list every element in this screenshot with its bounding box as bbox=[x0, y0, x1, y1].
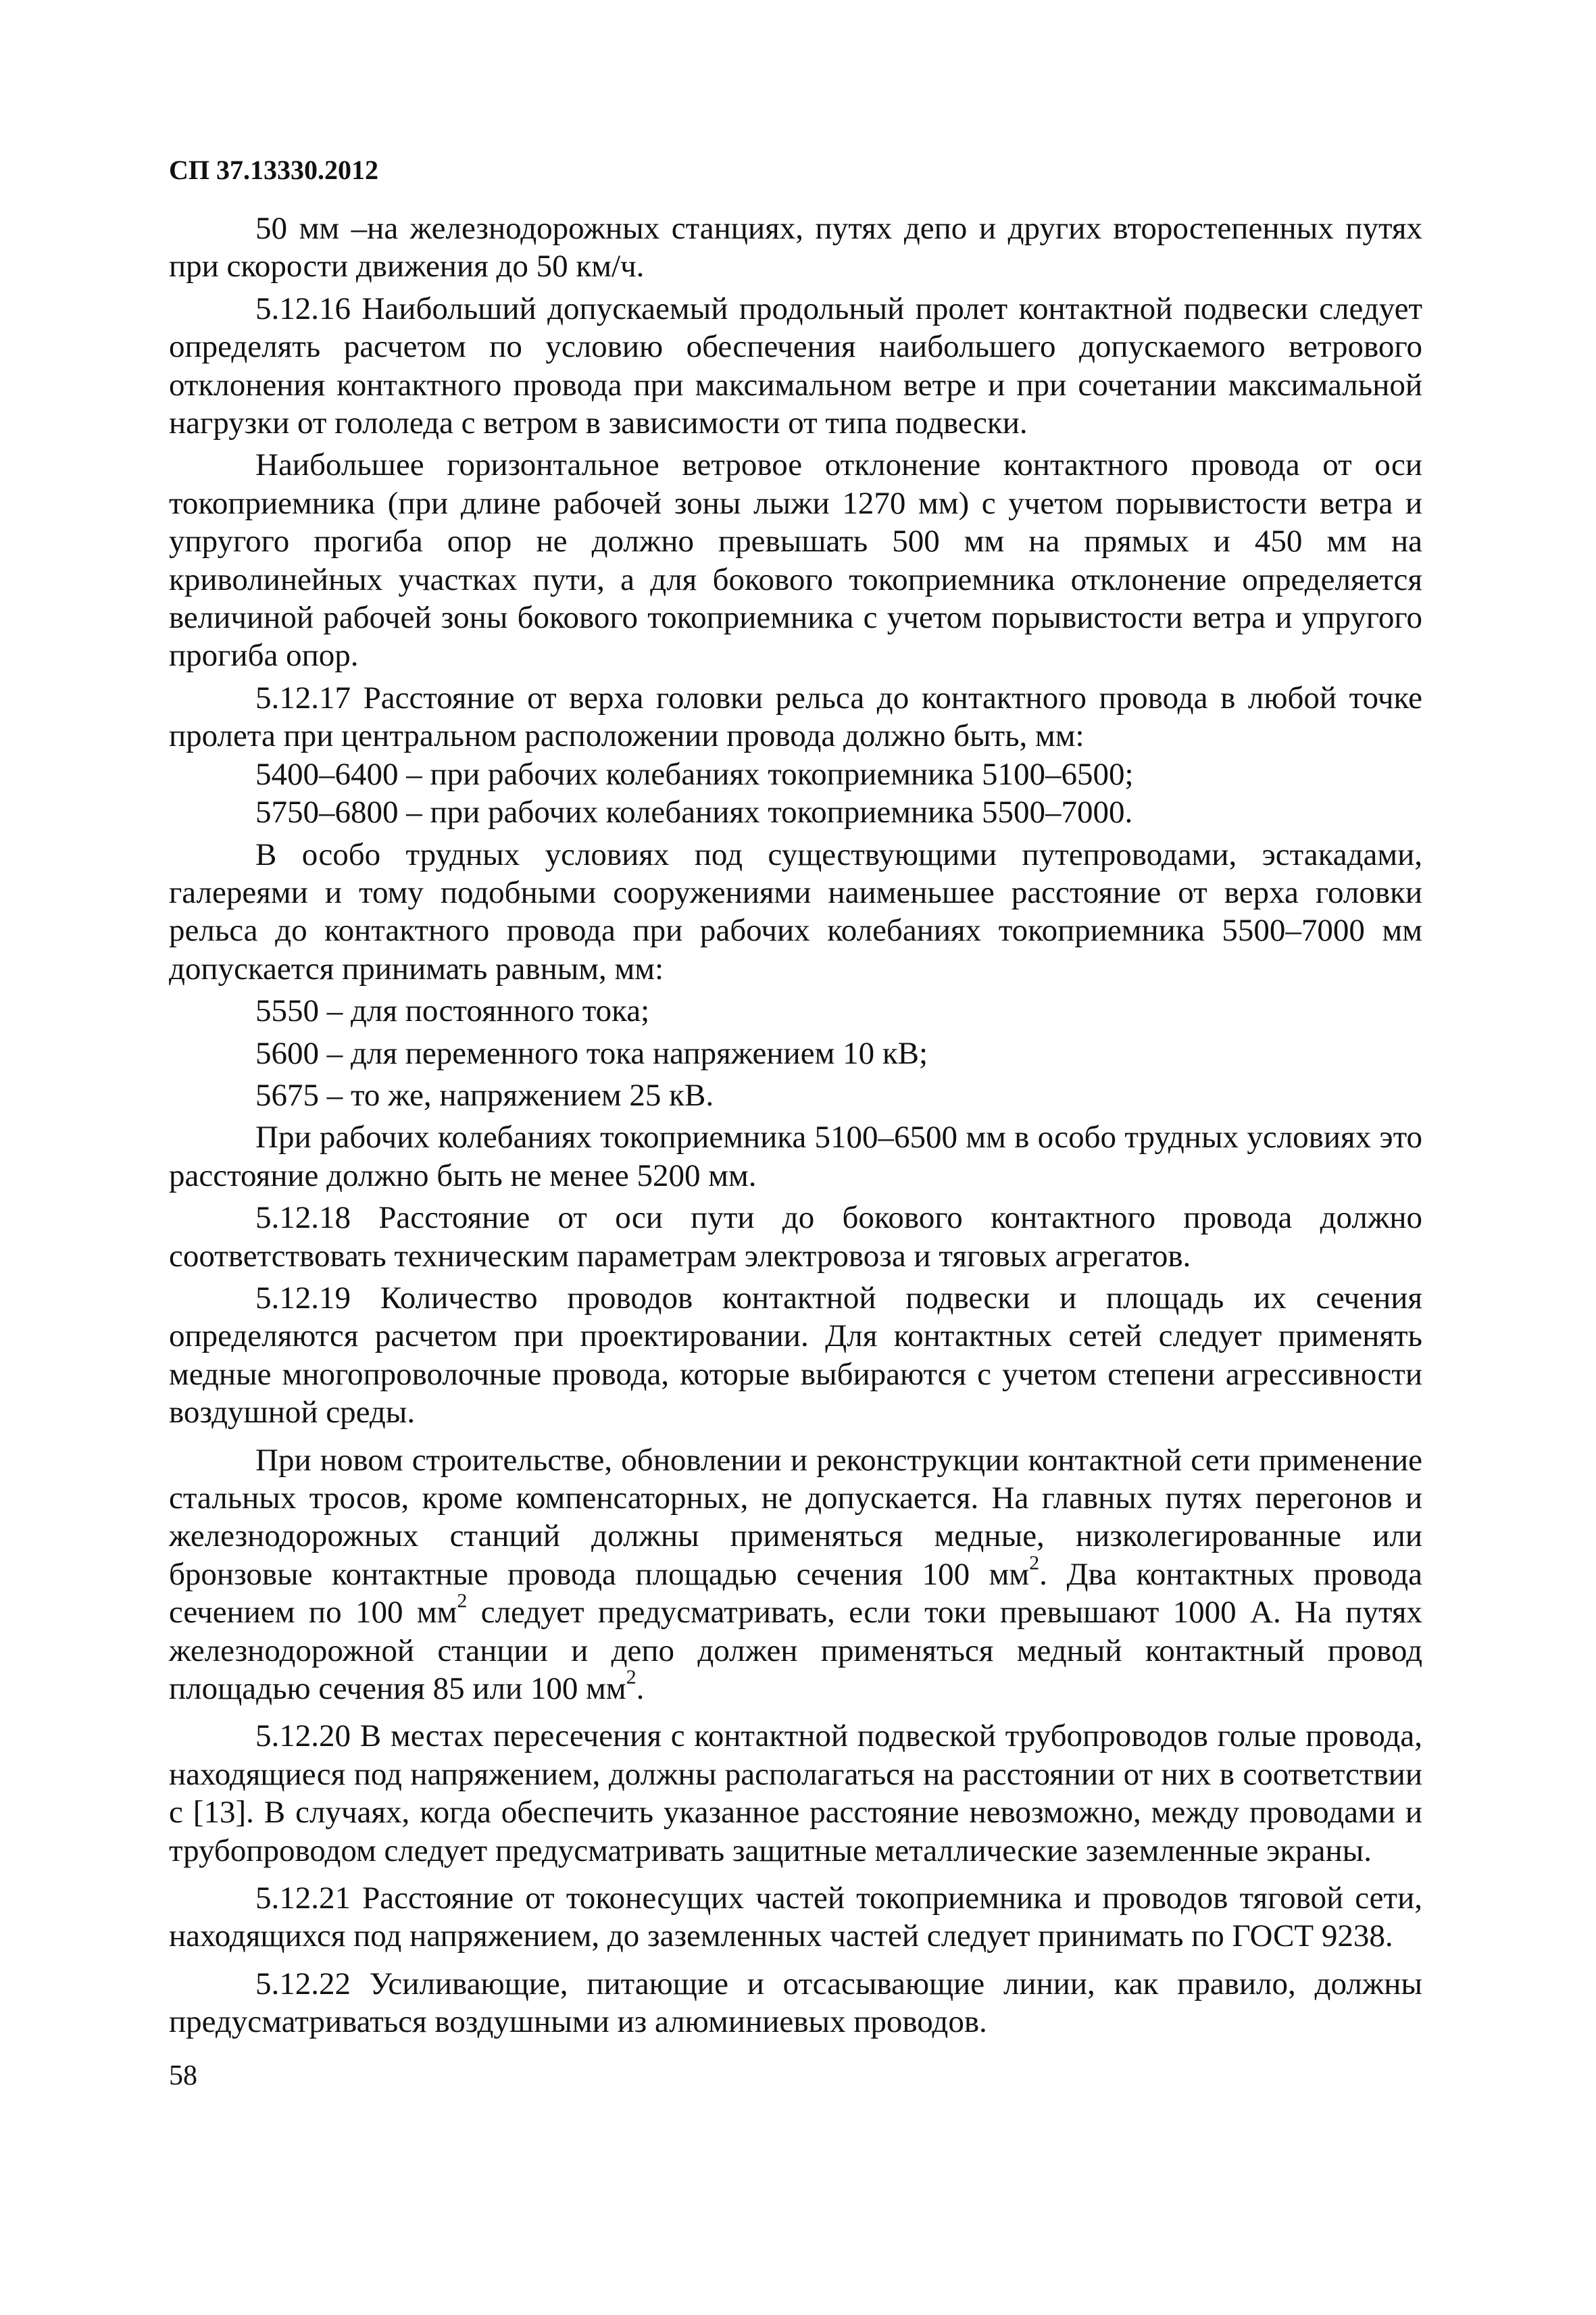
superscript: 2 bbox=[457, 1589, 468, 1612]
text-run: следует предусматривать, если токи превышают 1000 А. На путях железнодорожной станции и депо должен применяться медный контактный провод площадью сечения 85 или 100 мм bbox=[169, 1595, 1422, 1707]
paragraph: 50 мм –на железнодорожных станциях, путях депо и других второстепенных путях при скорости движения до 50 км/ч. bbox=[169, 211, 1422, 284]
paragraph-5-12-18: 5.12.18 Расстояние от оси пути до бокового контактного провода должно соответствовать техническим параметрам электровоза и тяговых агрегатов. bbox=[169, 1200, 1422, 1274]
paragraph bbox=[169, 1441, 1422, 1708]
list-item: 5600 – для переменного тока напряжением 10 кВ; bbox=[255, 1035, 928, 1071]
superscript: 2 bbox=[1029, 1551, 1040, 1574]
paragraph-5-12-22: 5.12.22 Усиливающие, питающие и отсасывающие линии, как правило, должны предусматриваться воздушными из алюминиевых проводов. bbox=[169, 1966, 1422, 2040]
text-run: При новом строительстве, обновлении и реконструкции контактной сети применение стальных тросов, кроме компенсаторных, не допускается. На главных путях перегонов и железнодорожных станций должны применяться медные, низколегированные или бронзовые контактные провода площадью сечения 100 мм bbox=[169, 1442, 1422, 1592]
paragraph-5-12-20: 5.12.20 В местах пересечения с контактной подвеской трубопроводов голые провода, находящиеся под напряжением, должны располагаться на расстоянии от них в соответствии с [13]. В случаях, когда обеспечить указанное расстояние невозможно, между проводами и трубопроводом следует предусматривать защитные металлические заземленные экраны. bbox=[169, 1718, 1422, 1868]
paragraph-5-12-17: 5.12.17 Расстояние от верха головки рельса до контактного провода в любой точке пролета при центральном расположении провода должно быть, мм: bbox=[169, 680, 1422, 754]
document-body bbox=[169, 209, 1422, 2041]
paragraph: В особо трудных условиях под существующими путепроводами, эстакадами, галереями и тому подобными сооружениями наименьшее расстояние от верха головки рельса до контактного провода при рабочих колебаниях токоприемника 5500–7000 мм допускается принимать равным, мм: bbox=[169, 837, 1422, 987]
paragraph-5-12-19: 5.12.19 Количество проводов контактной подвески и площадь их сечения определяются расчетом при проектировании. Для контактных сетей следует применять медные многопроволочные провода, которые выбираются с учетом степени агрессивности воздушной среды. bbox=[169, 1280, 1422, 1430]
list-item: 5675 – то же, напряжением 25 кВ. bbox=[255, 1077, 714, 1113]
page-number: 58 bbox=[169, 2060, 197, 2091]
list-item: 5750–6800 – при рабочих колебаниях токоприемника 5500–7000. bbox=[255, 795, 1133, 830]
paragraph-5-12-21: 5.12.21 Расстояние от токонесущих частей токоприемника и проводов тяговой сети, находящихся под напряжением, до заземленных частей следует принимать по ГОСТ 9238. bbox=[169, 1881, 1422, 1954]
paragraph: При рабочих колебаниях токоприемника 5100–6500 мм в особо трудных условиях это расстояние должно быть не менее 5200 мм. bbox=[169, 1120, 1422, 1193]
text-run: . bbox=[636, 1671, 645, 1707]
document-code-header: СП 37.13330.2012 bbox=[169, 155, 378, 185]
superscript: 2 bbox=[626, 1666, 637, 1689]
list-item: 5400–6400 – при рабочих колебаниях токоприемника 5100–6500; bbox=[255, 756, 1134, 792]
paragraph: Наибольшее горизонтальное ветровое отклонение контактного провода от оси токоприемника (при длине рабочей зоны лыжи 1270 мм) с учетом порывистости ветра и упругого прогиба опор не должно превышать 500 мм на прямых и 450 мм на криволинейных участках пути, а для бокового токоприемника отклонение определяется величиной рабочей зоны бокового токоприемника с учетом порывистости ветра и упругого прогиба опор. bbox=[169, 447, 1422, 674]
paragraph-5-12-16: 5.12.16 Наибольший допускаемый продольный пролет контактной подвески следует определять расчетом по условию обеспечения наибольшего допускаемого ветрового отклонения контактного провода при максимальном ветре и при сочетании максимальной нагрузки от гололеда с ветром в зависимости от типа подвески. bbox=[169, 291, 1422, 441]
text-run: . Два контактных провода сечением по 100 мм bbox=[169, 1556, 1423, 1631]
list-item: 5550 – для постоянного тока; bbox=[255, 993, 650, 1029]
